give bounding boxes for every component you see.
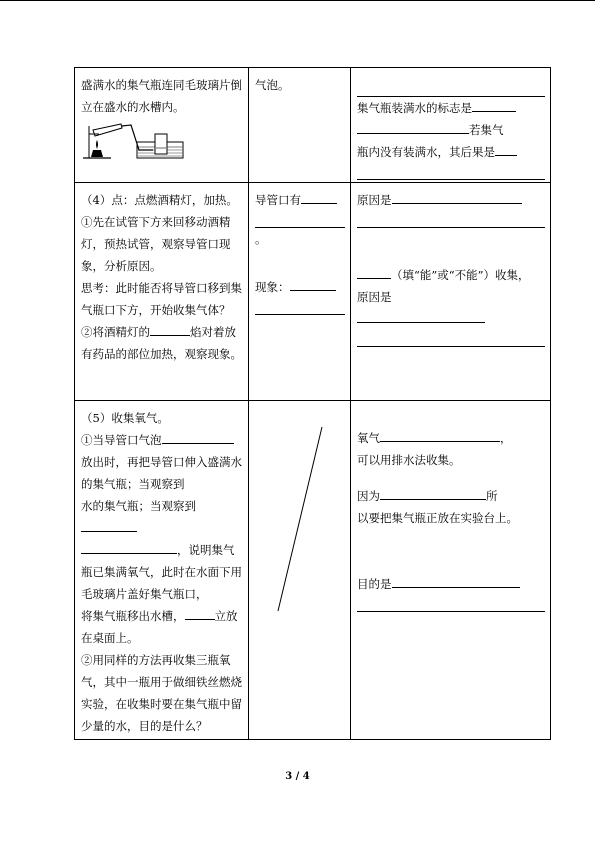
phenomenon-cell — [249, 68, 351, 183]
step-cell — [75, 401, 249, 740]
diagonal-strike — [270, 425, 330, 615]
analysis-text: ， — [500, 431, 512, 445]
analysis-cell — [351, 68, 551, 183]
answer-blank[interactable] — [357, 82, 545, 97]
phenomenon-text: 气泡。 — [255, 78, 290, 92]
answer-blank[interactable] — [357, 165, 545, 180]
step-text: ①先在试管下方来回移动酒精灯，预热试管，观察导管口现象，分析原因。 — [81, 215, 231, 273]
analysis-text: 可以用排水法收集。 — [357, 453, 461, 467]
step-cell — [75, 68, 249, 183]
answer-blank[interactable] — [150, 321, 190, 336]
answer-blank[interactable] — [357, 213, 545, 228]
step-text: ①当导管口气泡 — [81, 433, 162, 447]
analysis-text: 瓶内没有装满水，其后果是 — [357, 145, 495, 159]
analysis-cell — [351, 401, 551, 740]
answer-blank[interactable] — [185, 605, 215, 620]
step-text: 水的集气瓶；当观察到 — [81, 499, 196, 513]
phenomenon-text: 导管口有 — [255, 193, 301, 207]
step-text: 思考：此时能否将导管口移到集气瓶口下方，开始收集气体？ — [81, 281, 242, 317]
table-row — [75, 68, 551, 183]
table-row — [75, 183, 551, 401]
answer-blank[interactable] — [357, 119, 469, 134]
step-text: ②将酒精灯的 — [81, 325, 150, 339]
answer-blank[interactable] — [301, 189, 337, 204]
answer-blank[interactable] — [380, 427, 500, 442]
answer-blank[interactable] — [255, 300, 345, 315]
analysis-cell — [351, 183, 551, 401]
page-number: 3 / 4 — [285, 771, 310, 782]
step-text: 将集气瓶移出水槽， — [81, 609, 185, 623]
worksheet-table — [74, 67, 551, 740]
analysis-text: 氧气 — [357, 431, 380, 445]
answer-blank[interactable] — [380, 485, 486, 500]
step-text: （5）收集氧气。 — [81, 411, 169, 425]
analysis-text: 集气瓶装满水的标志是 — [357, 101, 472, 115]
answer-blank[interactable] — [357, 264, 391, 279]
answer-blank[interactable] — [290, 276, 336, 291]
answer-blank[interactable] — [162, 429, 234, 444]
step-text: 盛满水的集气瓶连同毛玻璃片倒立在盛水的水槽内。 — [81, 78, 242, 114]
answer-blank[interactable] — [357, 308, 485, 323]
phenomenon-cell — [249, 401, 351, 740]
answer-blank[interactable] — [392, 189, 522, 204]
analysis-text: （填“能”或“不能”）收集， — [391, 268, 530, 282]
step-text: （4）点：点燃酒精灯，加热。 — [81, 193, 238, 207]
phenomenon-text: 。 — [255, 232, 267, 246]
apparatus-icon — [81, 120, 186, 160]
step-text: ②用同样的方法再收集三瓶氧气，其中一瓶用于做细铁丝燃烧实验，在收集时要在集气瓶中留少量的水，目的是什么？ — [81, 653, 242, 733]
analysis-text: 所 — [486, 489, 498, 503]
answer-blank[interactable] — [357, 597, 545, 612]
analysis-text: 目的是 — [357, 577, 392, 591]
phenomenon-cell — [249, 183, 351, 401]
answer-blank[interactable] — [472, 97, 516, 112]
analysis-text: 因为 — [357, 489, 380, 503]
header-rule — [0, 0, 595, 1]
analysis-text: 以要把集气瓶正放在实验台上。 — [357, 511, 518, 525]
step-text: 放出时，再把导管口伸入盛满水的集气瓶；当观察到 — [81, 455, 242, 491]
answer-blank[interactable] — [392, 573, 520, 588]
answer-blank[interactable] — [495, 141, 517, 156]
answer-blank[interactable] — [81, 517, 137, 532]
answer-blank[interactable] — [81, 539, 177, 554]
analysis-text: 若集气 — [469, 123, 504, 137]
step-text: 立放在桌面上。 — [81, 609, 238, 645]
step-text: 焰对着放有药品的部位加热，观察现象。 — [81, 325, 242, 361]
answer-blank[interactable] — [255, 213, 345, 228]
step-cell — [75, 183, 249, 401]
phenomenon-text: 现象： — [255, 280, 290, 294]
table-row — [75, 401, 551, 740]
step-text: ，说明集气瓶已集满氧气，此时在水面下用毛玻璃片盖好集气瓶口， — [81, 543, 242, 601]
analysis-text: 原因是 — [357, 193, 392, 207]
analysis-text: 原因是 — [357, 290, 392, 304]
answer-blank[interactable] — [357, 332, 545, 347]
